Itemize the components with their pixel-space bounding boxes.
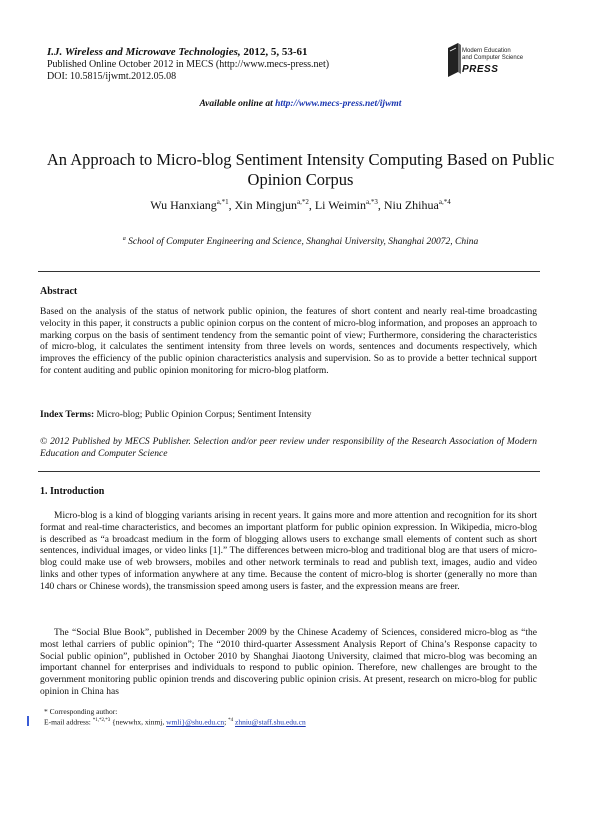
email-line [44,716,306,727]
introduction-paragraph-1: Micro-blog is a kind of blogging variants arising in recent years. It gains more and more attention and recognition for its short format and real-time characteristics, and becomes an important platform for public opinion expression. In Wikipedia, micro-blog is described as “a broadcast medium in the form of blogging allows users to exchange small elements of content such as short sentences, individual images, or video links [1].” The differences between micro-blog and traditional blog are that users of micro-blog could make use of web browsers, mobiles and other network terminals to read and publish text, images, audio and video links and other types of information anywhere at any time. Because the content of micro-blog is shorter (generally no more than 140 chars or Chinese words), the transmission speed among users is faster, and the expression means are freer. [40,511,537,592]
affiliation [0,236,601,247]
journal-volume: 2012, 5, 53-61 [240,46,308,58]
index-terms-label: Index Terms: [40,410,95,420]
copyright-notice: © 2012 Published by MECS Publisher. Selection and/or peer review under responsibility of the Research Association of Modern Education and Computer Science [40,437,537,459]
footnote [44,707,306,727]
divider-bottom [38,471,540,472]
change-marker [27,716,29,726]
logo-line-2: and Computer Science [462,55,524,61]
author-list: Wu Hanxiang$^{a,*1}$, Xin Mingjun$^{a,*2}$, Li Weimin$^{a,*3}$, Niu Zhihua$^{a,*4}$ [150,198,451,212]
available-prefix: Available online at [199,99,276,109]
journal-name: I.J. Wireless and Microwave Technologies, [47,46,241,58]
author-name: Wu Hanxiang [150,198,217,212]
author-name: Li Weimin [314,198,366,212]
abstract-heading: Abstract [40,286,78,297]
corresponding-author: * Corresponding author: [44,707,118,716]
introduction-paragraph-2: The “Social Blue Book”, published in December 2009 by the Chinese Academy of Sciences, considered micro-blog as “the most lethal carriers of public opinion”; The “2010 third-quarter Assessment Analysis Report of China’s Response capacity to Social public opinion”, published in October 2010 by Shanghai Jiaotong University, claimed that micro-blog was becoming an important channel for enterprises and individuals to respond to public opinion. Therefore, new challenges are brought to the government monitoring public opinion trends and discovering public opinion crisis. At present, research on micro-blog for public opinion in China has [40,628,537,697]
index-terms-text: Micro-blog; Public Opinion Corpus; Sentiment Intensity [94,410,312,420]
email-link-1[interactable]: wmli}@shu.edu.cn [166,717,225,727]
journal-url-link[interactable]: http://www.mecs-press.net/ijwmt [275,99,402,109]
author-sup: a,*4 [438,198,451,206]
author-sup: a,*1 [216,198,229,206]
published-line: Published Online October 2012 in MECS (http://www.mecs-press.net) [47,58,330,70]
journal-title [47,46,329,59]
index-terms [40,410,537,422]
abstract-text: Based on the analysis of the status of network public opinion, the features of short content and nearly real-time broadcasting velocity in this paper, it constructs a public opinion corpus on the content of micro-blog information, and proposes an approach to marking corpus on the basis of sentiment tendency from the semantic point of view; Furthermore, considering the characteristics of micro-blog, it calculates the sentiment intensity from three levels on words, sentences and documents respectively, which improves the efficiency of the public opinion characteristics analysis and supervision. So as to provide a better technical support for content auditing and public opinion monitoring for micro-blog platform. [40,307,537,376]
author-sup: a,*3 [365,198,378,206]
journal-header [47,46,329,84]
author-name: Xin Mingjun [234,198,297,212]
email-separator: ; [224,717,229,727]
logo-press: PRESS [462,64,499,75]
paper-title: An Approach to Micro-blog Sentiment Intensity Computing Based on Public Opinion Corpus [46,150,555,189]
author-sup: a,*2 [296,198,309,206]
logo-text [462,48,523,62]
affiliation-text: School of Computer Engineering and Science, Shanghai University, Shanghai 20072, China [125,237,479,248]
book-icon [446,42,462,78]
available-online [0,99,601,109]
email-prefix: E-mail address: [44,717,93,727]
email-mid: {newwhx, xinmj, [110,717,167,727]
divider-top [38,271,540,272]
affiliation-sup: a [122,236,126,242]
email-sup-1: *1,*2,*3 [92,718,111,723]
doi-line: DOI: 10.5815/ijwmt.2012.05.08 [47,71,177,82]
author-name: Niu Zhihua [383,198,439,212]
publisher-logo [446,40,546,80]
email-link-2[interactable]: zhniu@staff.shu.edu.cn [235,717,306,727]
email-sup-2: *4 [228,718,234,723]
logo-line-1: Modern Education [462,48,511,54]
introduction-heading: 1. Introduction [40,486,105,497]
